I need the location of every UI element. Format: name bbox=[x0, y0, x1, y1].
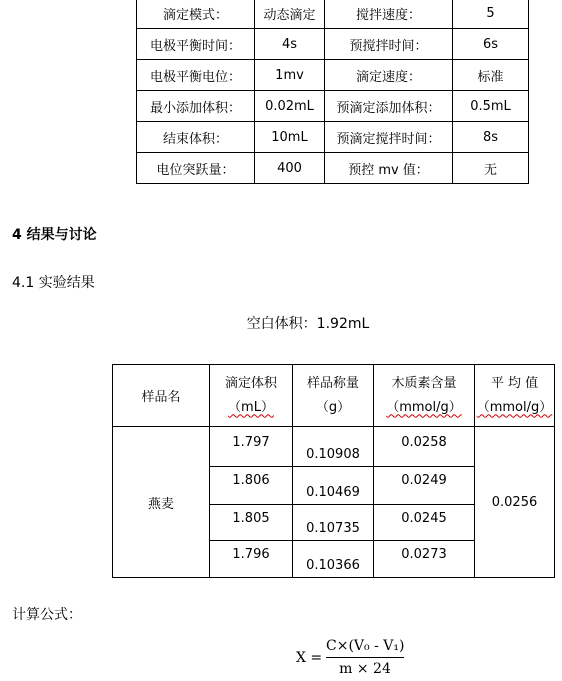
cell-volume: 1.797 bbox=[210, 427, 293, 467]
param-value: 0.02mL bbox=[255, 91, 325, 122]
param-value: 4s bbox=[255, 29, 325, 60]
param-label: 滴定速度： bbox=[325, 60, 453, 91]
param-value: 动态滴定 bbox=[255, 0, 325, 29]
cell-weight: 0.10469 bbox=[293, 467, 374, 505]
param-row bbox=[137, 153, 529, 184]
fraction-bar bbox=[326, 657, 404, 658]
param-value: 1mv bbox=[255, 60, 325, 91]
cell-content: 0.0273 bbox=[374, 541, 475, 578]
param-label: 电极平衡电位： bbox=[137, 60, 255, 91]
param-row bbox=[137, 29, 529, 60]
cell-content: 0.0258 bbox=[374, 427, 475, 467]
header-unit: （g） bbox=[315, 399, 351, 415]
param-value: 标准 bbox=[453, 60, 529, 91]
header-titration-volume bbox=[210, 365, 293, 427]
blank-volume: 空白体积：1.92mL bbox=[246, 316, 370, 332]
formula-label: 计算公式： bbox=[12, 607, 82, 623]
param-label: 电极平衡时间： bbox=[137, 29, 255, 60]
results-header-row bbox=[113, 365, 555, 427]
param-label: 预滴定添加体积： bbox=[325, 91, 453, 122]
cell-content: 0.0249 bbox=[374, 467, 475, 505]
formula-lhs: X = bbox=[296, 650, 323, 666]
param-row bbox=[137, 122, 529, 153]
param-label: 最小添加体积： bbox=[137, 91, 255, 122]
header-average bbox=[475, 365, 555, 427]
param-value: 5 bbox=[453, 0, 529, 29]
header-unit: （mmol/g） bbox=[476, 399, 553, 415]
cell-volume: 1.805 bbox=[210, 505, 293, 541]
parameter-table bbox=[136, 0, 529, 184]
cell-volume: 1.806 bbox=[210, 467, 293, 505]
param-label: 预滴定搅拌时间： bbox=[325, 122, 453, 153]
header-sample-weight bbox=[293, 365, 374, 427]
header-unit: （mmol/g） bbox=[386, 399, 462, 415]
param-value: 10mL bbox=[255, 122, 325, 153]
cell-content: 0.0245 bbox=[374, 505, 475, 541]
param-label: 滴定模式： bbox=[137, 0, 255, 29]
cell-weight: 0.10366 bbox=[293, 541, 374, 578]
section-heading: 4 结果与讨论 bbox=[12, 227, 97, 243]
param-label-text: 预控 mv 值： bbox=[348, 162, 429, 178]
param-row bbox=[137, 91, 529, 122]
param-value: 400 bbox=[255, 153, 325, 184]
header-sample: 样品名 bbox=[113, 365, 210, 427]
param-label: 预搅拌时间： bbox=[325, 29, 453, 60]
header-unit: （mL） bbox=[228, 399, 274, 415]
header-text: 木质素含量 bbox=[391, 375, 457, 391]
param-row bbox=[137, 0, 529, 29]
param-label: 结束体积： bbox=[137, 122, 255, 153]
header-lignin-content bbox=[374, 365, 475, 427]
sample-name: 燕麦 bbox=[113, 427, 210, 578]
cell-weight: 0.10908 bbox=[293, 427, 374, 467]
param-value: 8s bbox=[453, 122, 529, 153]
subsection-heading: 4.1 实验结果 bbox=[12, 275, 95, 291]
param-value: 6s bbox=[453, 29, 529, 60]
header-text: 样品称量 bbox=[306, 375, 359, 391]
param-label: 电位突跃量： bbox=[137, 153, 255, 184]
header-text: 平 均 值 bbox=[490, 375, 539, 391]
param-value: 无 bbox=[453, 153, 529, 184]
param-label: 搅拌速度： bbox=[325, 0, 453, 29]
header-text: 滴定体积 bbox=[224, 375, 277, 391]
average-value: 0.0256 bbox=[475, 427, 555, 578]
param-row bbox=[137, 60, 529, 91]
param-value: 0.5mL bbox=[453, 91, 529, 122]
cell-weight: 0.10735 bbox=[293, 505, 374, 541]
formula-fraction bbox=[326, 636, 404, 679]
formula-denominator: m × 24 bbox=[339, 661, 391, 677]
param-label bbox=[325, 153, 453, 184]
cell-volume: 1.796 bbox=[210, 541, 293, 578]
formula-numerator: C×(V₀ - V₁) bbox=[326, 638, 405, 654]
results-table bbox=[112, 364, 555, 578]
table-row bbox=[113, 427, 555, 467]
